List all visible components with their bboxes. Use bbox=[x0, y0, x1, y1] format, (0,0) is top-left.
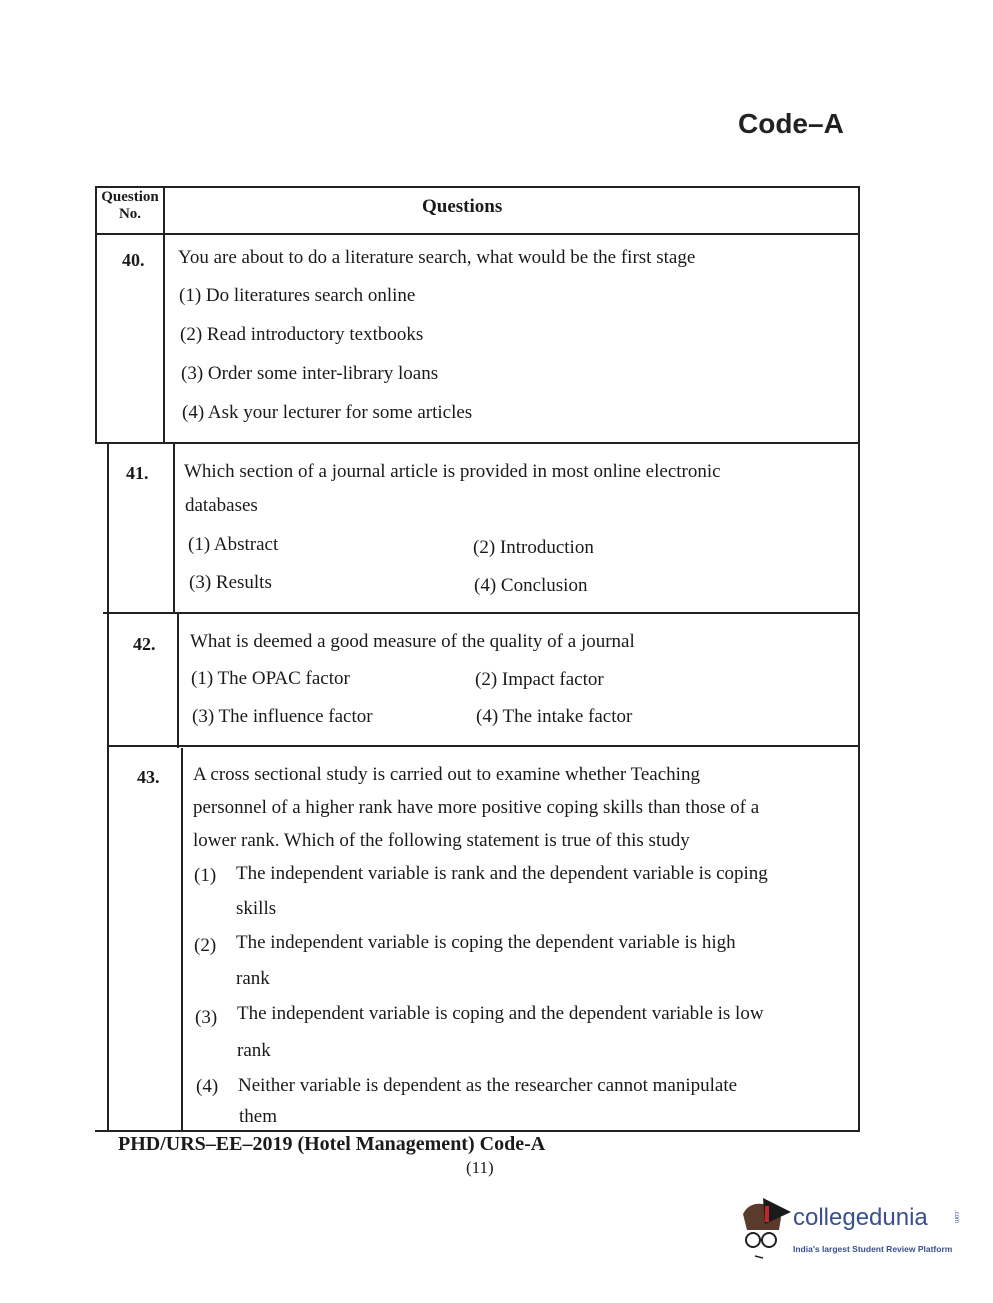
option: (1) The OPAC factor bbox=[191, 668, 350, 689]
option-text: The independent variable is rank and the dependent variable is coping bbox=[236, 863, 768, 884]
question-no-header bbox=[95, 189, 165, 223]
option-text: The independent variable is coping and the dependent variable is low bbox=[237, 1003, 764, 1024]
brand-name: collegedunia bbox=[793, 1204, 928, 1231]
header-line: Question bbox=[101, 189, 159, 205]
question-number: 43. bbox=[137, 767, 160, 787]
question-text: personnel of a higher rank have more positive coping skills than those of a bbox=[193, 797, 760, 818]
mascot-icon bbox=[735, 1196, 793, 1266]
header-line: No. bbox=[118, 206, 142, 222]
option: (4) The intake factor bbox=[476, 706, 633, 727]
row-divider bbox=[95, 442, 858, 444]
header-divider bbox=[95, 233, 858, 235]
option: (3) The influence factor bbox=[192, 706, 373, 727]
exam-footer: PHD/URS–EE–2019 (Hotel Management) Code-A bbox=[118, 1133, 546, 1155]
option-text: them bbox=[239, 1106, 277, 1127]
question-text: lower rank. Which of the following statement is true of this study bbox=[193, 830, 690, 851]
option: (2) Read introductory textbooks bbox=[180, 324, 424, 345]
option-number: (4) bbox=[196, 1076, 219, 1097]
question-text: What is deemed a good measure of the quality of a journal bbox=[190, 631, 635, 652]
question-number: 42. bbox=[133, 634, 156, 654]
option: (1) Do literatures search online bbox=[179, 285, 416, 306]
option-text: skills bbox=[236, 898, 277, 919]
brand-tagline: India's largest Student Review Platform bbox=[793, 1244, 953, 1254]
paper-code: Code–A bbox=[738, 108, 844, 139]
column-divider bbox=[173, 444, 175, 614]
option-text: The independent variable is coping the dependent variable is high bbox=[236, 932, 736, 953]
column-divider bbox=[177, 614, 179, 748]
option: (1) Abstract bbox=[188, 534, 279, 555]
brand-suffix: .com bbox=[953, 1210, 959, 1224]
question-text: A cross sectional study is carried out to examine whether Teaching bbox=[193, 764, 700, 785]
option: (4) Conclusion bbox=[474, 575, 588, 596]
option-number: (3) bbox=[195, 1007, 218, 1028]
option-text: rank bbox=[236, 968, 270, 989]
question-text: databases bbox=[185, 495, 258, 516]
option: (2) Introduction bbox=[473, 537, 594, 558]
question-number: 40. bbox=[122, 250, 145, 270]
column-divider bbox=[163, 188, 165, 444]
question-number: 41. bbox=[126, 463, 149, 483]
option: (3) Order some inter-library loans bbox=[181, 363, 439, 384]
table-border-left bbox=[95, 188, 97, 444]
questions-header: Questions bbox=[422, 196, 503, 217]
option: (2) Impact factor bbox=[475, 669, 604, 690]
page-number: (11) bbox=[466, 1158, 494, 1177]
question-text: You are about to do a literature search, what would be the first stage bbox=[178, 247, 696, 268]
option: (4) Ask your lecturer for some articles bbox=[182, 402, 473, 423]
column-divider bbox=[181, 748, 183, 1130]
collegedunia-watermark bbox=[735, 1196, 965, 1266]
table-border-left-lower bbox=[107, 444, 109, 1130]
option-text: rank bbox=[237, 1040, 271, 1061]
row-divider bbox=[107, 745, 858, 747]
option-text: Neither variable is dependent as the researcher cannot manipulate bbox=[238, 1075, 738, 1096]
option-number: (2) bbox=[194, 935, 217, 956]
row-divider bbox=[103, 612, 858, 614]
option-number: (1) bbox=[194, 865, 217, 886]
option: (3) Results bbox=[189, 572, 272, 593]
question-text: Which section of a journal article is provided in most online electronic bbox=[184, 461, 721, 482]
